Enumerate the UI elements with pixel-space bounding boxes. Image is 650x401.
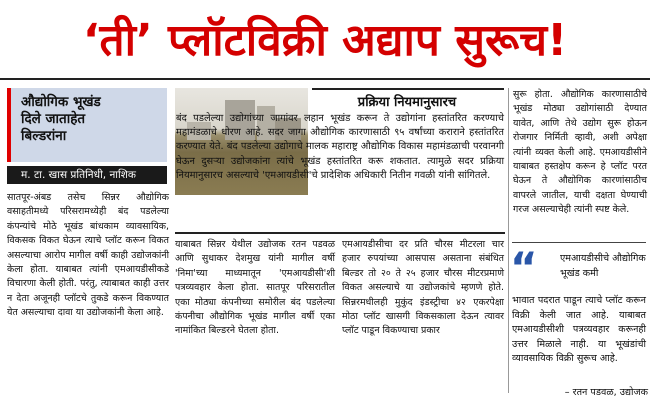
box-rule-bottom bbox=[175, 232, 505, 234]
box-rule-top bbox=[312, 88, 504, 90]
side-box-text: बंद पडलेल्या उद्योगांच्या जागांवर लहान भूखंड करून ते उद्योगांना हस्तांतरित करण्याचे महामंडळाचे धोरण आहे. सदर जागा औद्योगिक कारणासाठी ९५ वर्षांच्या कराराने हस्तांतरित करण्यात येते. बंद पडलेल्या उद्योगाचे मालक महाराष्ट्र औद्योगिक विकास महामंडळाची परवानगी घेऊन दुसऱ्या उद्योजकांना त्यांचे भूखंड हस्तांतरित करू शकतात. त्यामुळे सदर प्रक्रिया नियमानुसारच असल्याचे 'एमआयडीसी'चे प्रादेशिक अधिकारी नितीन गवळी यांनी सांगितले. bbox=[176, 113, 504, 181]
subheadline-box bbox=[7, 88, 167, 162]
article-column-3: एमआयडीसीचा दर प्रति चौरस मीटरला चार हजार रुपयांच्या आसपास असताना संबंधित बिल्डर तो २० ते २५ हजार चौरस मीटरप्रमाणे विकत असल्याचे या उद्योजकांचे म्हणणे होते. सिन्नरमधीलही मुकुंद इंडस्ट्रीचा ४२ एकरपेक्षा मोठा प्लॉट खासगी विकसकाला देऊन त्यावर प्लॉट पाडून विकण्याचा प्रकार bbox=[342, 239, 504, 337]
pull-quote-lead: एमआयडीसीचे औद्योगिक भूखंड कमी bbox=[560, 253, 646, 279]
pull-quote-attribution: – रतन पडवळ, उद्योजक bbox=[564, 387, 648, 398]
quote-mark-icon: “ bbox=[510, 243, 538, 292]
subheadline-line3: बिल्डरांना bbox=[21, 128, 67, 144]
article-column-4: सुरू होता. औद्योगिक कारणासाठीचे भूखंड मोठ्या उद्योगांसाठी देण्यात यावेत, आणि तेथे उद्योग सुरू होऊन रोजगार निर्मिती व्हावी, अशी अपेक्षा त्यांनी व्यक्त केली आहे. एमआयडीसीने याबाबत हस्तक्षेप करून हे प्लॉट परत घेऊन ते औद्योगिक कारणांसाठीच वापरले जातील, याची दक्षता घेण्याची गरज असल्याचेही त्यांनी स्पष्ट केले. bbox=[513, 89, 647, 216]
subheadline-line1: औद्योगिक भूखंड bbox=[21, 94, 101, 110]
headline-rule bbox=[0, 78, 650, 80]
headline: ‘ती’ प्लॉटविक्री अद्याप सुरूच! bbox=[82, 15, 568, 66]
article-column-1: सातपूर-अंबड तसेच सिन्नर औद्योगिक वसाहतीमध्ये परिसरामध्येही बंद पडलेल्या कंपन्यांचे मोठे भूखंड बांधकाम व्यावसायिक, विकसक विकत घेऊन त्याचे प्लॉट करून विकत असल्याचा आरोप मागील वर्षी काही उद्योजकांनी केला होता. याबाबत त्यांनी एमआयडीसीकडे विचारणा केली होती. परंतु, त्याबाबत काही उत्तर न देता अजूनही प्लॉटचे तुकडे करून विकण्यात येत असल्याचा दावा या उद्योजकांनी केला आहे. bbox=[7, 192, 169, 319]
pull-quote-body: भावात पदरात पाडून त्याचे प्लॉट करून विक्री केली जात आहे. याबाबत एमआयडीसीशी पत्रव्यवहार करूनही उत्तर मिळाले नाही. या भूखंडांची व्यावसायिक विक्री सुरूच आहे. bbox=[512, 295, 646, 365]
side-box-title: प्रक्रिया नियमानुसारच bbox=[357, 95, 457, 110]
subheadline-line2: दिले जाताहेत bbox=[21, 111, 86, 127]
column-divider bbox=[508, 88, 509, 393]
article-column-2: याबाबत सिन्नर येथील उद्योजक रतन पडवळ आणि सुधाकर देशमुख यांनी मागील वर्षी 'निमा'च्या माध्यमातून 'एमआयडीसी'शी पत्रव्यवहार केला होता. सातपूर परिसरातील एका मोठ्या कंपनीच्या समोरील बंद पडलेल्या कंपनीचा औद्योगिक भूखंड मागील वर्षी एका नामांकित बिल्डरने घेतला होता. bbox=[175, 239, 335, 337]
byline: म. टा. खास प्रतिनिधी, नाशिक bbox=[7, 166, 167, 184]
